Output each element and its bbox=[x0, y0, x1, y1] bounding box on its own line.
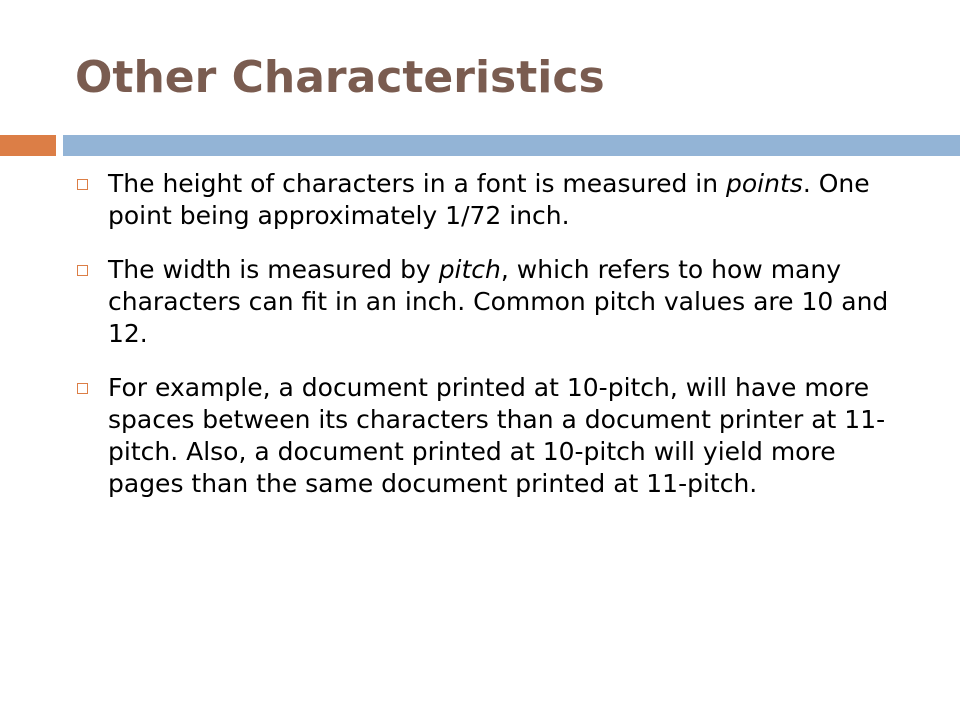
accent-bar-blue bbox=[63, 135, 960, 156]
bullet-text-after: , which refers to how many characters can fit in an inch. Common pitch values are 10 and 12. bbox=[108, 255, 889, 348]
bullet-text-before: The height of characters in a font is measured in bbox=[108, 169, 727, 198]
bullet-list bbox=[75, 168, 905, 522]
accent-bar-orange bbox=[0, 135, 56, 156]
bullet-item-example bbox=[75, 372, 905, 500]
bullet-text-before: For example, a document printed at 10-pitch, will have more spaces between its characters than a document printer at 11-pitch. Also, a document printed at 10-pitch will yield more pages than the same document printed at 11-pitch. bbox=[108, 373, 886, 498]
bullet-item-pitch bbox=[75, 254, 905, 350]
bullet-emphasis: points bbox=[726, 169, 803, 198]
hollow-square-bullet-icon bbox=[77, 383, 88, 394]
bullet-emphasis: pitch bbox=[438, 255, 501, 284]
bullet-text-after: . One point being approximately 1/72 inch. bbox=[108, 169, 870, 230]
bullet-text-before: The width is measured by bbox=[108, 255, 439, 284]
bullet-item-font-height bbox=[75, 168, 905, 232]
hollow-square-bullet-icon bbox=[77, 265, 88, 276]
slide-title: Other Characteristics bbox=[75, 52, 605, 103]
hollow-square-bullet-icon bbox=[77, 179, 88, 190]
